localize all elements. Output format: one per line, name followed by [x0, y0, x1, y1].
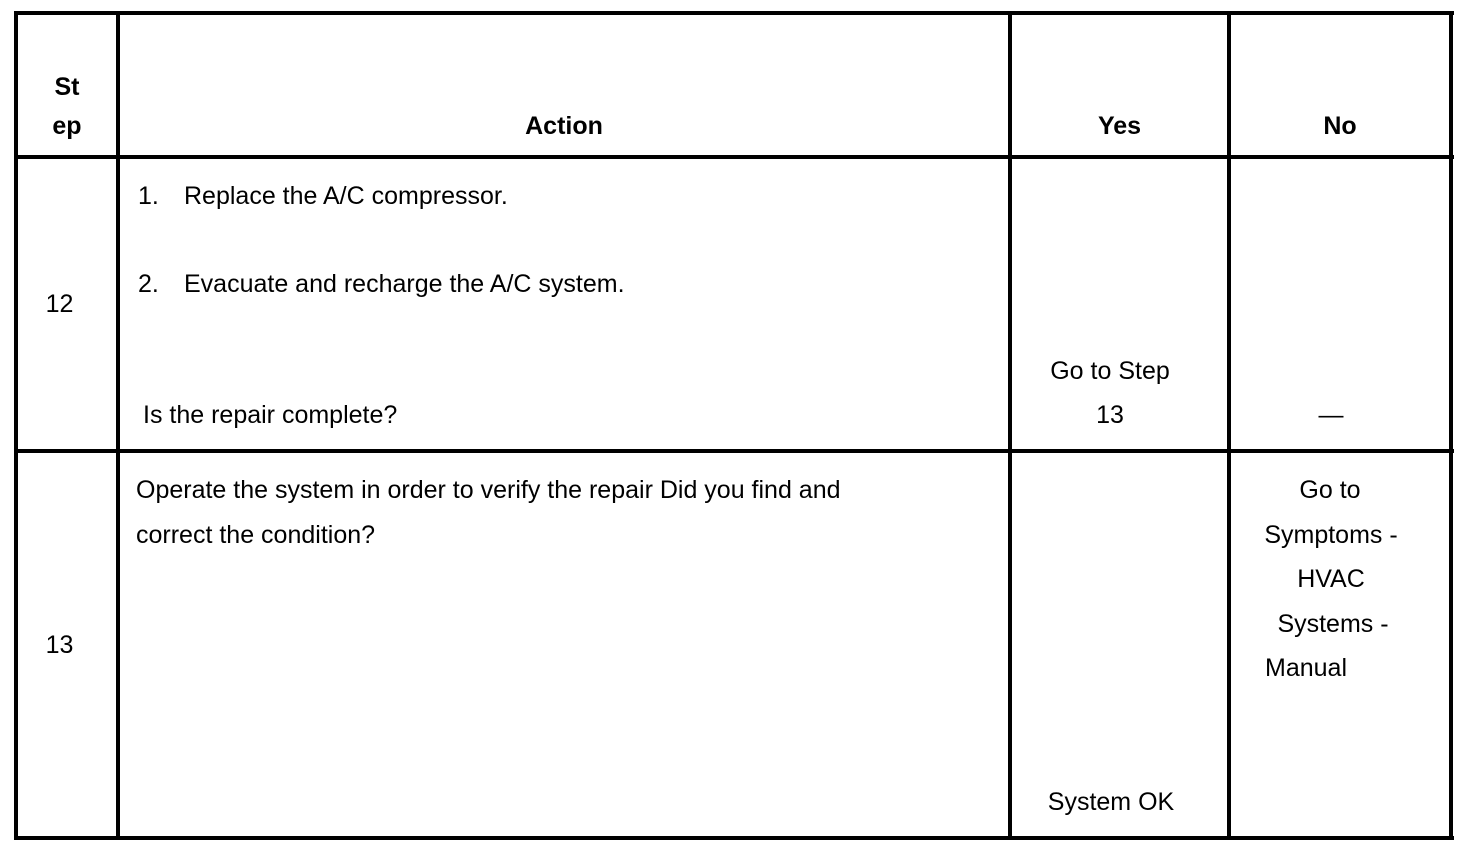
action-item-text: Evacuate and recharge the A/C system. [184, 270, 625, 298]
action-question: Is the repair complete? [143, 401, 398, 429]
header-step-line2: ep [52, 112, 82, 140]
no-result-line1: Go to [1299, 476, 1361, 504]
no-result-line2: Symptoms - [1264, 521, 1398, 549]
table-border-top [14, 11, 1454, 15]
action-item-text: Replace the A/C compressor. [184, 182, 508, 210]
action-text-line1: Operate the system in order to verify the repair Did you find and [136, 476, 841, 504]
yes-result-line2: 13 [1096, 401, 1124, 429]
table-border-bottom [14, 836, 1454, 840]
yes-result-line1: Go to Step [1050, 357, 1170, 385]
no-result-line5: Manual [1265, 654, 1347, 682]
no-result-line4: Systems - [1277, 610, 1389, 638]
row-divider [14, 449, 1454, 453]
yes-result: System OK [1047, 788, 1175, 816]
action-item-number: 1. [138, 182, 159, 210]
step-number: 13 [45, 631, 74, 659]
header-divider [14, 155, 1454, 159]
action-item-number: 2. [138, 270, 159, 298]
action-text-line2: correct the condition? [136, 521, 376, 549]
header-step-line1: St [54, 73, 80, 101]
table-border-right [1449, 11, 1453, 840]
no-result-line3: HVAC [1297, 565, 1365, 593]
step-number: 12 [45, 290, 74, 318]
header-yes: Yes [1097, 112, 1142, 140]
header-no: No [1323, 112, 1357, 140]
no-result: — [1318, 401, 1344, 429]
header-action: Action [525, 112, 603, 140]
